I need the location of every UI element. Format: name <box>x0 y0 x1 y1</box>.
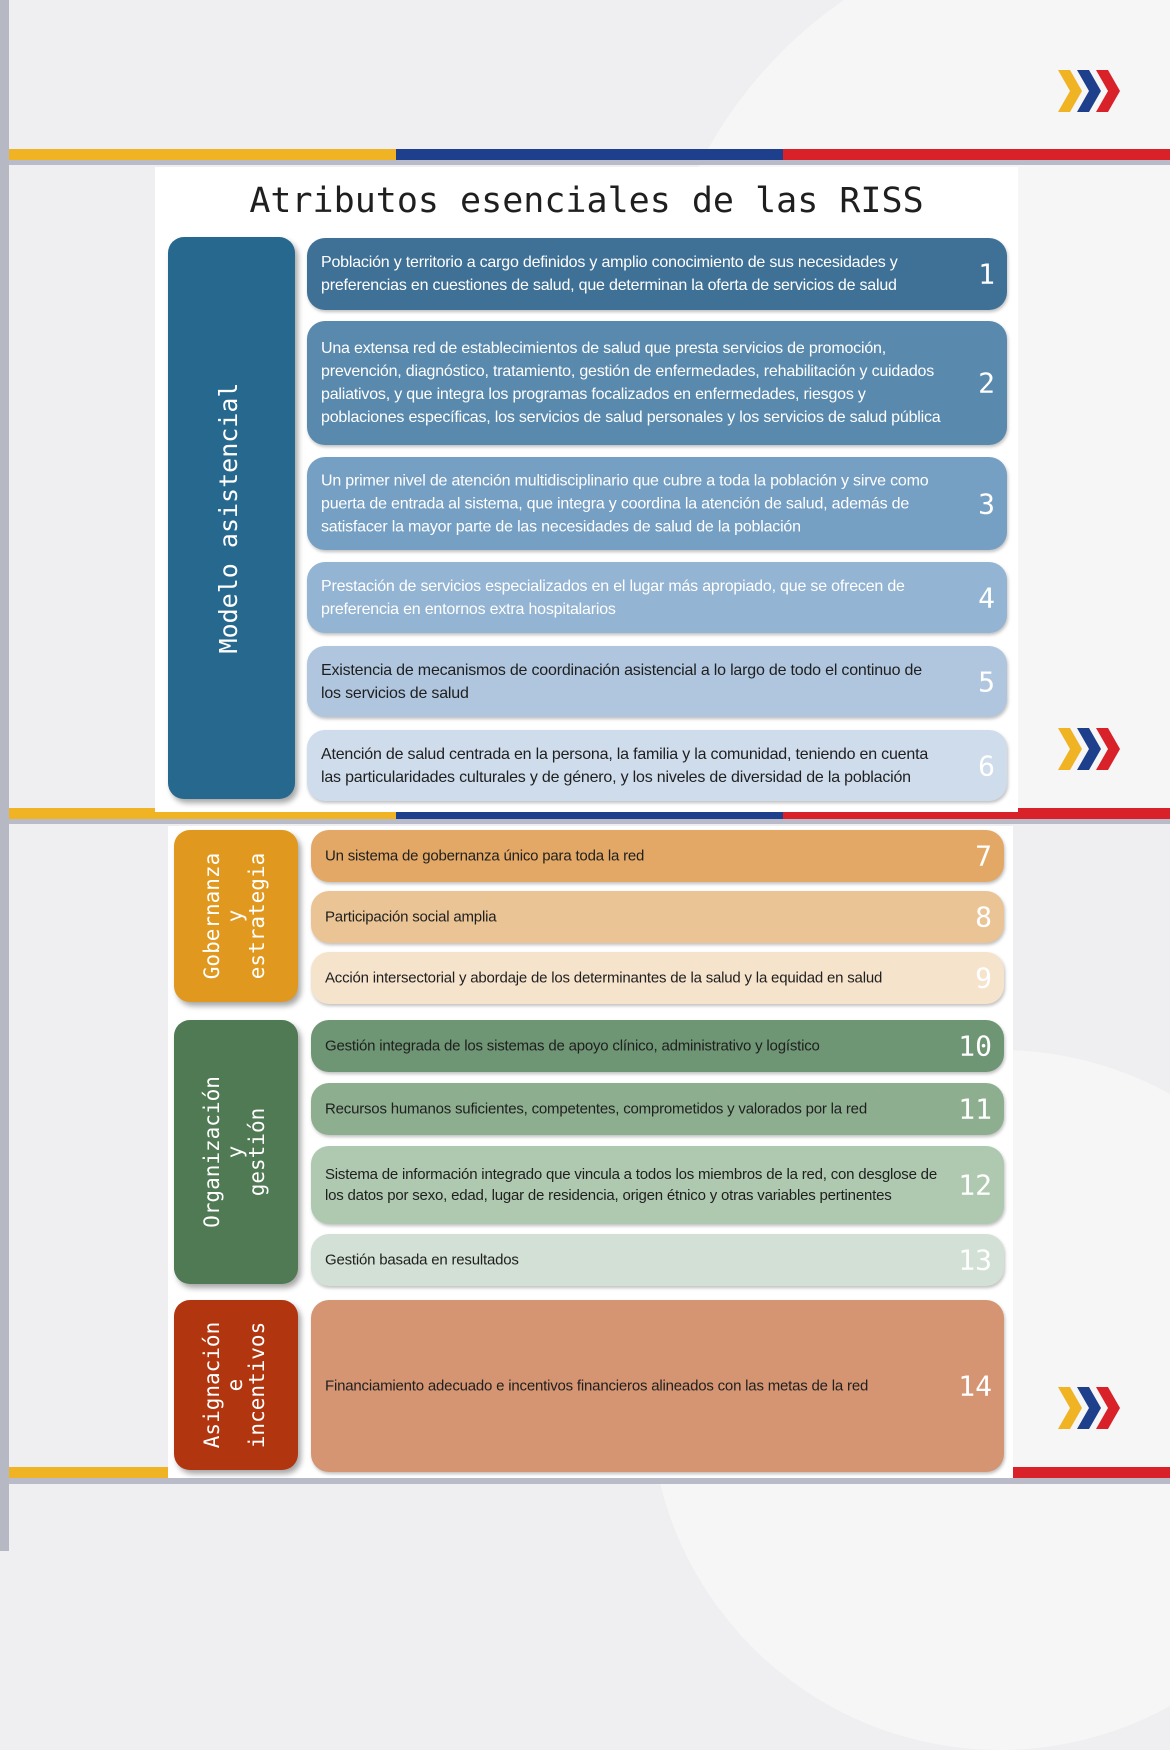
attribute-number: 14 <box>958 1369 992 1403</box>
attribute-row <box>307 562 1007 633</box>
attribute-text: Sistema de información integrado que vincula a todos los miembros de la red, con desglose de los datos por sexo, edad, lugar de residencia, origen étnico y otras variables pertinentes <box>325 1166 937 1204</box>
attribute-row <box>307 238 1007 310</box>
group-asignacion-incentivos <box>174 1300 298 1470</box>
attribute-text: Una extensa red de establecimientos de salud que presta servicios de promoción, prevención, diagnóstico, tratamiento, gestión de enfermedades, rehabilitación y cuidados paliativos, y que integra los programas focalizados en enfermedades, riesgos y poblaciones específicas, los servicios de salud personales y los servicios de salud pública <box>321 340 941 426</box>
divider-bar <box>9 1478 1170 1484</box>
attribute-text: Gestión integrada de los sistemas de apoyo clínico, administrativo y logístico <box>325 1037 820 1055</box>
attribute-row <box>311 1146 1004 1224</box>
attribute-text: Existencia de mecanismos de coordinación asistencial a lo largo de todo el continuo de los servicios de salud <box>321 661 922 702</box>
page-title: Atributos esenciales de las RISS <box>249 181 924 221</box>
group-modelo-asistencial <box>168 237 295 799</box>
attribute-text: Un primer nivel de atención multidisciplinario que cubre a toda la población y sirve como puerta de entrada al sistema, que integra y coordina la atención de salud, además de satisfacer la mayor parte de las necesidades de salud de la población <box>321 472 929 535</box>
attribute-text: Un sistema de gobernanza único para toda la red <box>325 847 645 865</box>
attribute-text: Recursos humanos suficientes, competentes, comprometidos y valorados por la red <box>325 1100 867 1118</box>
left-rail <box>0 0 9 1551</box>
group-label: Gobernanza y estrategia <box>200 852 270 980</box>
attribute-number: 9 <box>975 961 992 995</box>
attribute-row <box>311 830 1004 882</box>
attribute-number: 4 <box>978 581 995 614</box>
attribute-row <box>311 891 1004 943</box>
group-gobernanza-estrategia <box>174 830 298 1002</box>
attribute-text: Gestión basada en resultados <box>325 1251 519 1269</box>
group-organizacion-gestion <box>174 1020 298 1284</box>
tricolor-stripe <box>9 149 1170 160</box>
attribute-row <box>311 1234 1004 1286</box>
attribute-text: Financiamiento adecuado e incentivos financieros alineados con las metas de la red <box>325 1377 869 1395</box>
chevron-arrows-icon <box>1058 1387 1122 1429</box>
attribute-row <box>307 457 1007 550</box>
attribute-text: Población y territorio a cargo definidos y amplio conocimiento de sus necesidades y preferencias en cuestiones de salud, que determinan la oferta de servicios de salud <box>321 254 898 294</box>
attribute-number: 12 <box>958 1168 992 1202</box>
chevron-arrows-icon <box>1058 70 1122 112</box>
attribute-number: 8 <box>975 900 992 934</box>
group-label: Modelo asistencial <box>214 382 243 654</box>
attribute-row <box>307 730 1007 801</box>
attribute-text: Atención de salud centrada en la persona, la familia y la comunidad, teniendo en cuenta las particularidades culturales y de género, y los niveles de diversidad de la población <box>321 745 929 786</box>
attribute-text: Acción intersectorial y abordaje de los determinantes de la salud y la equidad en salud <box>325 969 883 987</box>
chevron-arrows-icon <box>1058 728 1122 770</box>
attribute-number: 3 <box>978 487 995 520</box>
attribute-number: 2 <box>978 366 995 400</box>
group-label: Organización y gestión <box>200 1076 270 1228</box>
attribute-row <box>311 1020 1004 1072</box>
attribute-row <box>311 1300 1004 1472</box>
attribute-row <box>307 646 1007 717</box>
attribute-row <box>311 1083 1004 1135</box>
group-label: Asignación e incentivos <box>200 1321 270 1449</box>
attribute-number: 13 <box>958 1243 992 1277</box>
attribute-text: Participación social amplia <box>325 908 497 926</box>
attribute-text: Prestación de servicios especializados en el lugar más apropiado, que se ofrecen de preferencia en entornos extra hospitalarios <box>321 577 905 618</box>
attribute-number: 11 <box>958 1092 992 1126</box>
attribute-number: 5 <box>978 665 995 698</box>
attribute-row <box>311 952 1004 1004</box>
attribute-number: 7 <box>975 839 992 873</box>
panel-modelo-asistencial <box>155 167 1018 812</box>
divider-bar <box>9 160 1170 165</box>
attribute-number: 10 <box>958 1029 992 1063</box>
attribute-row <box>307 321 1007 445</box>
divider-bar <box>9 819 1170 824</box>
panel-otros-ambitos <box>168 826 1013 1478</box>
attribute-number: 6 <box>978 749 995 782</box>
attribute-number: 1 <box>978 257 995 291</box>
